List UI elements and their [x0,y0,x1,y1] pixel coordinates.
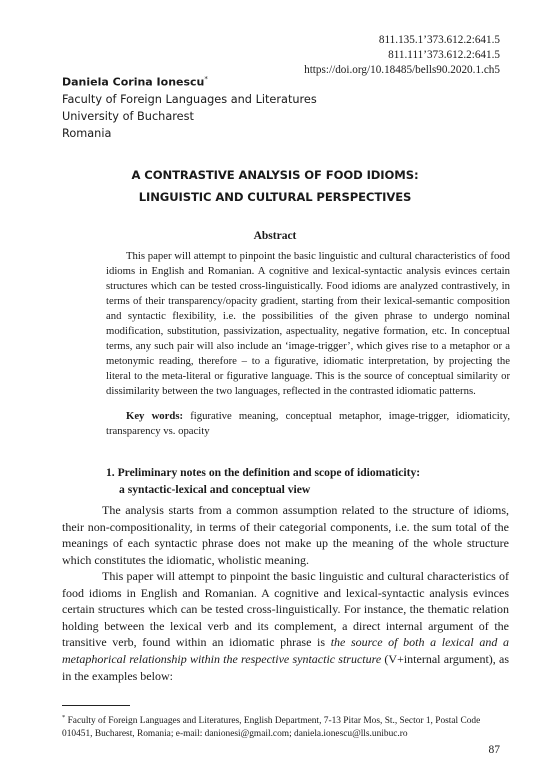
section-title-line-2: a syntactic-lexical and conceptual view [119,483,311,496]
author-footnote-marker[interactable]: * [204,75,208,83]
paper-title [0,164,550,208]
footnote [62,711,509,741]
classification-header [304,33,500,78]
footnote-divider [62,705,130,706]
abstract-text: This paper will attempt to pinpoint the basic linguistic and cultural characteristics of food idioms in English and Romanian. A cognitive and lexical-syntactic analysis evinces certain structures which can be tested cross-linguistically. Food idioms are analyzed contrastively, in terms of their transparency/opacity gradient, starting from their lexical-semantic composition and syntactic flexibility, i.e. the possibilities of the given phrase to undergo nominal modification, substitution, passivization, aspectuality, negative formation, etc. In conceptual terms, any such pair will also include an ‘image-trigger’, which gives rise to a metaphor or a metonymic reading, therefore – to a figurative, idiomatic interpretation, by projecting the literal to the meta-literal or figurative language. This is the source of conceptual similarity or dissimilarity between the two languages, reflected in the contrasted idiomatic patterns. [106,250,510,397]
author-name: Daniela Corina Ionescu* [62,75,208,89]
affiliation-university: University of Bucharest [62,109,194,123]
keywords-label: Key words: [126,410,184,422]
body-paragraph-1: The analysis starts from a common assumption related to the structure of idioms, their non-compositionality, in terms of their categorial components, i.e. the sum total of the meanings of each syntactic phrase does not make up the meaning of the whole structure which constitutes the idiomatic, wholistic meaning. [62,503,509,567]
footnote-text: Faculty of Foreign Languages and Literatures, English Department, 7-13 Pitar Mos, St., Sector 1, Postal Code 010451, Bucharest, Romania; e-mail: danionesi@gmail.com; daniela.ionescu@lls.unibuc.ro [62,716,481,740]
udc-code-2: 811.111’373.612.2:641.5 [388,49,500,61]
author-block [62,71,317,142]
page-number: 87 [488,744,500,756]
section-heading [106,464,526,498]
doi-link[interactable]: https://doi.org/10.18485/bells90.2020.1.ch5 [304,64,500,76]
section-number: 1 [106,466,112,479]
title-line-2: LINGUISTIC AND CULTURAL PERSPECTIVES [138,190,412,204]
title-line-1: A CONTRASTIVE ANALYSIS OF FOOD IDIOMS: [131,168,419,182]
affiliation-faculty: Faculty of Foreign Languages and Literatures [62,92,317,106]
emphasized-phrase: the source of both a lexical and a metaphorical relationship within the respective syntactic structure [62,635,509,666]
body-paragraph-2: This paper will attempt to pinpoint the basic linguistic and cultural characteristics of food idioms in English and Romanian. A cognitive and lexical-syntactic analysis evinces certain structures which can be tested cross-linguistically. For instance, the thematic relation holding between the lexical verb and its complement, a direct internal argument of the transitive verb, found within an idiomatic phrase is the source of both a lexical and a metaphorical relationship within the respective syntactic structure (V+internal argument), as in the examples below: [62,569,510,683]
abstract-heading: Abstract [253,230,297,242]
keywords [106,409,510,439]
affiliation-country: Romania [62,126,112,140]
footnote-marker: * [62,714,66,721]
keywords-list: figurative meaning, conceptual metaphor, image-trigger, idiomaticity, transparency vs. opacity [106,410,511,437]
udc-code-1: 811.135.1’373.612.2:641.5 [378,34,500,46]
section-title-line-1: . Preliminary notes on the definition and scope of idiomaticity: [111,466,421,479]
